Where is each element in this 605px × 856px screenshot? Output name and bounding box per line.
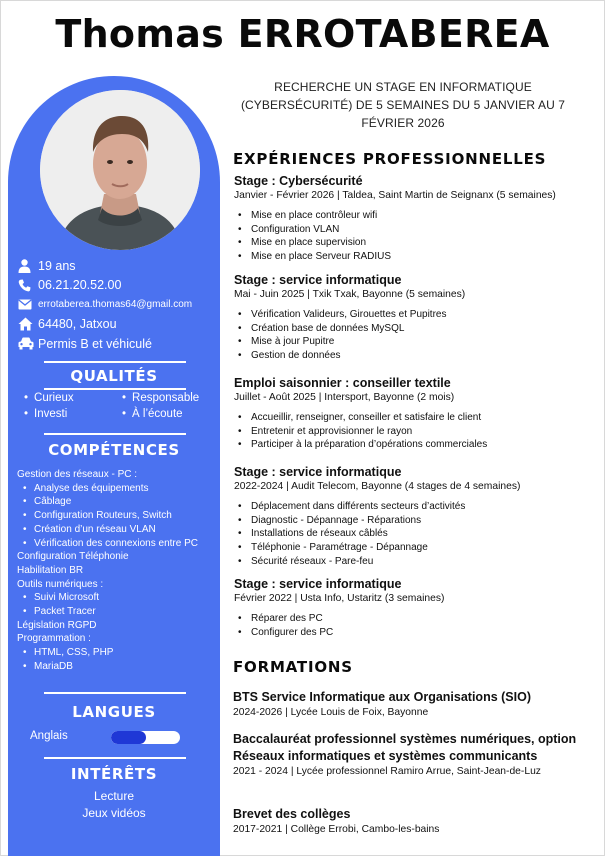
skill-habilitation: Habilitation BR [17, 564, 84, 576]
contact-email[interactable]: errotaberea.thomas64@gmail.com [18, 295, 223, 315]
qualities-heading: QUALITÉS [70, 367, 158, 385]
phone-icon [18, 279, 38, 292]
job-tasks [234, 412, 596, 453]
portrait-illustration [40, 90, 200, 250]
language-level-fill [111, 731, 146, 744]
quality-item: • Responsable [122, 392, 199, 408]
contact-block [18, 256, 223, 354]
skills-group-network: Gestion des réseaux - PC : [17, 469, 138, 480]
job-task: • Vérification Valideurs, Girouettes et Pupitres [234, 309, 596, 323]
job-entry [234, 273, 596, 364]
profile-photo [40, 90, 200, 250]
skill-item: • MariaDB [20, 660, 217, 674]
skills-group-tools: Outils numériques : [17, 578, 104, 590]
job-entry [234, 465, 596, 569]
job-task: • Sécurité réseaux - Pare-feu [234, 556, 596, 570]
job-title: Stage : service informatique [234, 273, 402, 287]
job-task: • Diagnostic - Dépannage - Réparations [234, 515, 596, 529]
job-task: • Mise en place Serveur RADIUS [234, 251, 596, 265]
skills-list [17, 468, 217, 674]
job-task: • Téléphonie - Paramétrage - Dépannage [234, 542, 596, 556]
education-title: Baccalauréat professionnel systèmes numériques, option Réseaux informatiques et systèmes communicants [233, 732, 577, 763]
job-task: • Mise en place contrôleur wifi [234, 210, 596, 224]
skills-programming-items [17, 646, 217, 673]
job-task: • Entretenir et approvisionner le rayon [234, 426, 596, 440]
skill-item: • Suivi Microsoft [20, 591, 217, 605]
interests-heading: INTÉRÊTS [70, 765, 158, 783]
language-level-bar [111, 731, 180, 744]
candidate-name: Thomas ERROTABEREA [55, 12, 550, 56]
job-task: • Participer à la préparation d’opérations commerciales [234, 439, 596, 453]
job-tasks [234, 501, 596, 569]
education-entry [233, 731, 583, 782]
job-task: • Mise en place supervision [234, 237, 596, 251]
car-icon [18, 337, 38, 350]
job-tasks [234, 613, 596, 640]
job-meta: 2022-2024 | Audit Telecom, Bayonne (4 stages de 4 semaines) [234, 481, 521, 492]
job-meta: Mai - Juin 2025 | Txik Txak, Bayonne (5 semaines) [234, 289, 466, 300]
job-tasks [234, 309, 596, 364]
education-title: Brevet des collèges [233, 807, 351, 821]
skills-tools-items [17, 591, 217, 618]
interest-item: Lecture [93, 789, 135, 803]
objective-statement: RECHERCHE UN STAGE EN INFORMATIQUE (CYBERSÉCURITÉ) DE 5 SEMAINES DU 5 JANVIER AU 7 FÉVRIER 2026 [240, 80, 566, 130]
qualities-rule-bottom [44, 388, 186, 390]
job-task: • Gestion de données [234, 350, 596, 364]
education-title: BTS Service Informatique aux Organisations (SIO) [233, 690, 531, 704]
skills-network-items [17, 482, 217, 551]
skill-item: • Vérification des connexions entre PC [20, 537, 217, 551]
job-task: • Configuration VLAN [234, 224, 596, 238]
contact-license: Permis B et véhiculé [18, 334, 223, 354]
skill-phone-config: Configuration Téléphonie [17, 551, 129, 563]
job-entry [234, 577, 596, 640]
job-title: Stage : service informatique [234, 465, 402, 479]
job-task: • Réparer des PC [234, 613, 596, 627]
education-meta: 2021 - 2024 | Lycée professionnel Ramiro Arrue, Saint-Jean-de-Luz [233, 766, 541, 777]
quality-item: • Investi [24, 408, 74, 424]
quality-item: • À l’écoute [122, 408, 199, 424]
job-title: Stage : Cybersécurité [234, 174, 363, 188]
qualities-column-2 [122, 392, 199, 424]
education-heading: FORMATIONS [233, 658, 353, 676]
skill-item: • HTML, CSS, PHP [20, 646, 217, 660]
skills-rule-top [44, 433, 186, 435]
skills-heading: COMPÉTENCES [48, 441, 180, 459]
experience-heading: EXPÉRIENCES PROFESSIONNELLES [233, 150, 547, 168]
quality-item: • Curieux [24, 392, 74, 408]
job-task: • Mise à jour Pupitre [234, 336, 596, 350]
job-task: • Déplacement dans différents secteurs d’activités [234, 501, 596, 515]
interest-item: Jeux vidéos [82, 806, 146, 820]
job-meta: Juillet - Août 2025 | Intersport, Bayonne (2 mois) [234, 392, 455, 403]
job-tasks [234, 210, 596, 265]
language-name: Anglais [30, 730, 68, 742]
job-entry [234, 174, 596, 265]
languages-heading: LANGUES [72, 703, 156, 721]
education-entry [233, 689, 595, 723]
job-task: • Installations de réseaux câblés [234, 528, 596, 542]
education-meta: 2024-2026 | Lycée Louis de Foix, Bayonne [233, 707, 429, 718]
job-task: • Création base de données MySQL [234, 323, 596, 337]
job-entry [234, 376, 596, 453]
education-entry [233, 806, 595, 840]
contact-address: 64480, Jatxou [18, 315, 223, 335]
languages-rule-top [44, 692, 186, 694]
job-task: • Configurer des PC [234, 627, 596, 641]
skill-item: • Analyse des équipements [20, 482, 217, 496]
job-meta: Janvier - Février 2026 | Taldea, Saint Martin de Seignanx (5 semaines) [234, 190, 556, 201]
job-task: • Accueillir, renseigner, conseiller et satisfaire le client [234, 412, 596, 426]
qualities-rule-top [44, 361, 186, 363]
contact-age: 19 ans [18, 256, 223, 276]
skill-item: • Création d’un réseau VLAN [20, 523, 217, 537]
job-meta: Février 2022 | Usta Info, Ustaritz (3 semaines) [234, 593, 445, 604]
mail-icon [18, 299, 38, 310]
person-icon [18, 259, 38, 273]
qualities-column-1 [24, 392, 74, 424]
education-meta: 2017-2021 | Collège Errobi, Cambo-les-bains [233, 824, 440, 835]
skill-item: • Câblage [20, 495, 217, 509]
skill-rgpd: Législation RGPD [17, 619, 97, 631]
skill-item: • Packet Tracer [20, 605, 217, 619]
home-icon [18, 317, 38, 331]
interests-rule-top [44, 757, 186, 759]
job-title: Stage : service informatique [234, 577, 402, 591]
contact-phone[interactable]: 06.21.20.52.00 [18, 276, 223, 296]
job-title: Emploi saisonnier : conseiller textile [234, 376, 451, 390]
skills-group-programming: Programmation : [17, 633, 91, 645]
skill-item: • Configuration Routeurs, Switch [20, 509, 217, 523]
